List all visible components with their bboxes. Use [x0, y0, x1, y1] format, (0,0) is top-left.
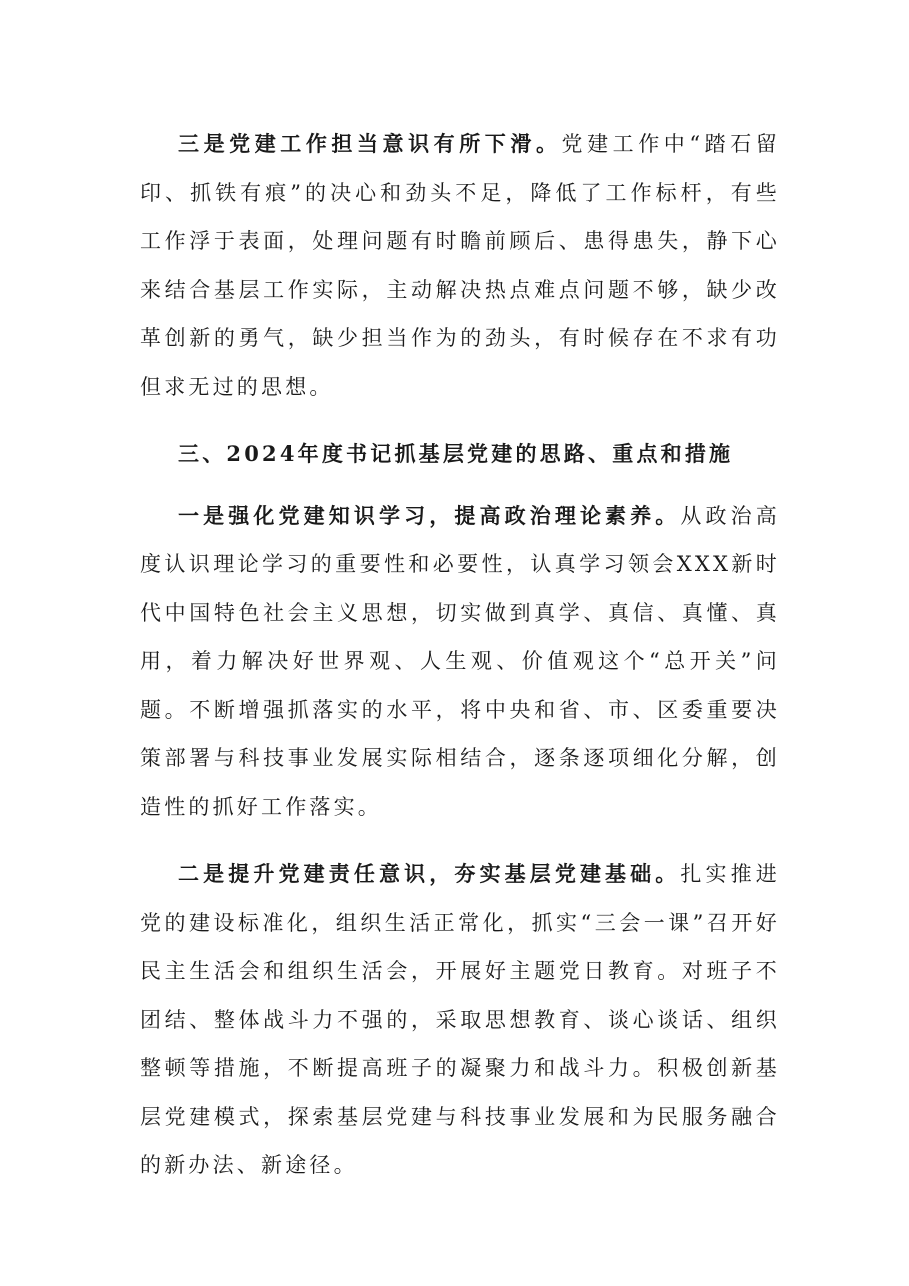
paragraph-body: 党建工作中“踏石留印、抓铁有痕”的决心和劲头不足，降低了工作标杆，有些工作浮于表面，处理问题有时瞻前顾后、患得患失，静下心来结合基层工作实际，主动解决热点难点问题不够，缺少改革创新的勇气，缺少担当作为的劲头，有时候存在不求有功但求无过的思想。: [140, 132, 780, 399]
paragraph-enhance-responsibility: [140, 850, 780, 1190]
paragraph-party-building-responsibility-decline: [140, 120, 780, 411]
paragraph-body: 扎实推进党的建设标准化，组织生活正常化，抓实“三会一课”召开好民主生活会和组织生活会，开展好主题党日教育。对班子不团结、整体战斗力不强的，采取思想教育、谈心谈话、组织整顿等措施，不断提高班子的凝聚力和战斗力。积极创新基层党建模式，探索基层党建与科技事业发展和为民服务融合的新办法、新途径。: [140, 862, 780, 1177]
document-body: [140, 120, 780, 1209]
section-heading: 三、2024年度书记抓基层党建的思路、重点和措施: [178, 441, 734, 466]
paragraph-strengthen-learning: [140, 492, 780, 832]
paragraph-body: 从政治高度认识理论学习的重要性和必要性，认真学习领会XXX新时代中国特色社会主义思想，切实做到真学、真信、真懂、真用，着力解决好世界观、人生观、价值观这个“总开关”问题。不断增强抓落实的水平，将中央和省、市、区委重要决策部署与科技事业发展实际相结合，逐条逐项细化分解，创造性的抓好工作落实。: [140, 503, 780, 819]
paragraph-lead: 三是党建工作担当意识有所下滑。: [178, 131, 562, 156]
paragraph-lead: 二是提升党建责任意识，夯实基层党建基础。: [178, 861, 681, 886]
paragraph-lead: 一是强化党建知识学习，提高政治理论素养。: [178, 502, 681, 528]
